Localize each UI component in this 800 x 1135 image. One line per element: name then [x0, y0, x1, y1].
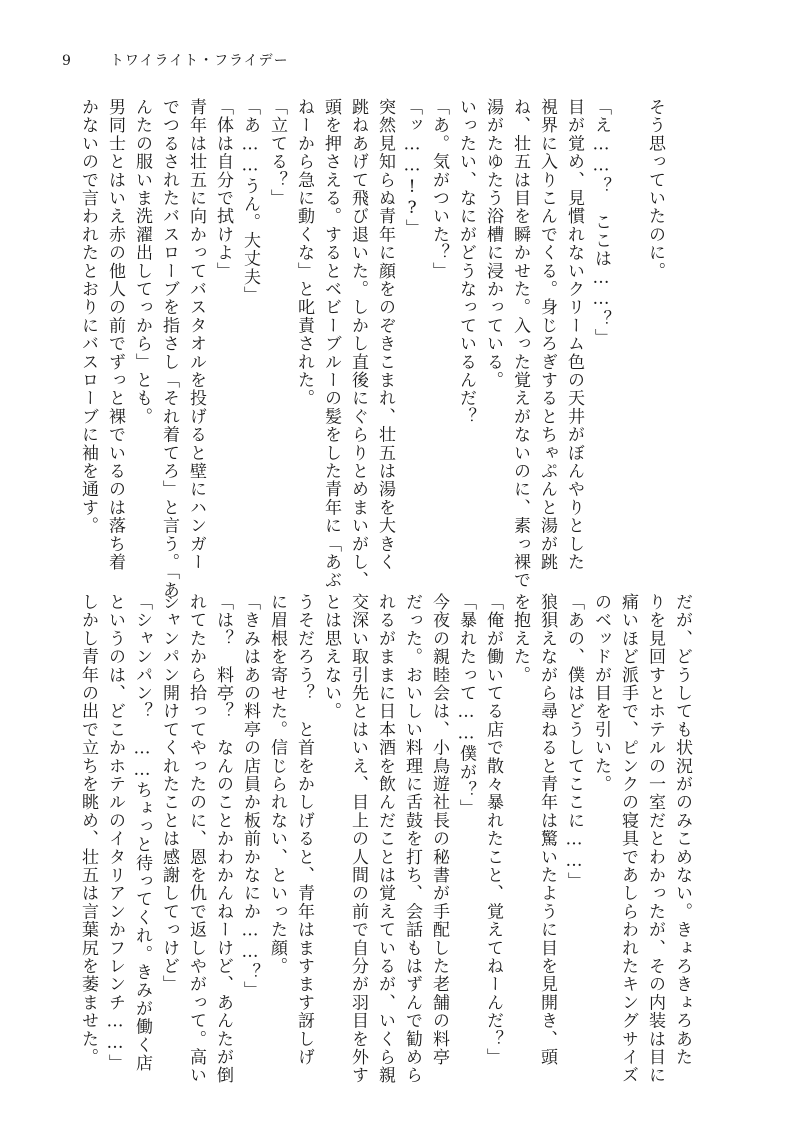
text-line: んたの服いま洗濯出してっから」とも。	[132, 98, 152, 426]
text-line: りを見回すとホテルの一室だとわかったが、その内装は目に	[645, 593, 665, 1085]
text-line: 「あ。気がついた？」	[429, 98, 449, 280]
text-line: しかし青年の出で立ちを眺め、壮五は言葉尻を萎ませた。	[78, 593, 98, 1067]
text-line: ねーから急に動くな」と叱責された。	[294, 98, 314, 408]
text-line: 突然見知らぬ青年に顔をのぞきこまれ、壮五は湯を大きく	[375, 98, 395, 572]
text-line: だった。おいしい料理に舌鼓を打ち、会話もはずんで勧めら	[402, 593, 422, 1085]
text-line: でつるされたバスローブを指さし「それ着てろ」と言う。「あ	[159, 98, 179, 600]
text-line: いったい、なにがどうなっているんだ？	[456, 98, 476, 426]
text-line: かないので言われたとおりにバスローブに袖を通す。	[78, 98, 98, 535]
text-line: 「シャンパン？ ……ちょっと待ってくれ。きみが働く店	[132, 593, 152, 1073]
text-line: 「立てる？」	[267, 98, 287, 208]
text-line: に眉根を寄せた。信じられない、といった顔。	[267, 593, 287, 976]
text-line: 今夜の親睦会は、小鳥遊社長の秘書が手配した老舗の料亭	[429, 593, 449, 1067]
text-line: 「俺が働いてる店で散々暴れたこと、覚えてねーんだ？」	[483, 593, 503, 1067]
text-line: れてたから拾ってやったのに、恩を仇で返しやがって。高い	[186, 593, 206, 1085]
text-line: そう思っていたのに。	[645, 98, 665, 280]
text-line: 痛いほど派手で、ピンクの寝具であしらわれたキングサイズ	[618, 593, 638, 1085]
book-title: トワイライト・フライデー	[109, 53, 289, 69]
text-line: だが、どうしても状況がのみこめない。きょろきょろあた	[672, 593, 692, 1067]
text-line: 湯がたゆたう浴槽に浸かっている。	[483, 98, 503, 390]
text-line: れるがままに日本酒を飲んだことは覚えているが、いくら親	[375, 593, 395, 1085]
page-number: 9	[62, 53, 72, 69]
text-line: とは思えない。	[321, 593, 341, 721]
text-line: 目が覚め、見慣れないクリーム色の天井がぼんやりとした	[564, 98, 584, 572]
text-line: 「体は自分で拭けよ」	[213, 98, 233, 280]
text-line: 青年は壮五に向かってバスタオルを投げると壁にハンガー	[186, 98, 206, 572]
text-line: 男同士とはいえ赤の他人の前でずっと裸でいるのは落ち着	[105, 98, 125, 572]
text-line: 「ッ……!?」	[402, 98, 422, 238]
text-line: 「あ……うん。大丈夫」	[240, 98, 260, 305]
text-line: のベッドが目を引いた。	[591, 593, 611, 794]
text-line: 「え……？ ここは……？」	[591, 98, 611, 347]
running-header	[62, 50, 289, 70]
text-line: 跳ねあげて飛び退いた。しかし直後にぐらりとめまいがし、	[348, 98, 368, 590]
text-line: 視界に入りこんでくる。身じろぎするとちゃぷんと湯が跳	[537, 98, 557, 572]
text-line: 交深い取引先とはいえ、目上の人間の前で自分が羽目を外す	[348, 593, 368, 1085]
text-line: 「あの、僕はどうしてここに……」	[564, 593, 584, 891]
text-line: というのは、どこかホテルのイタリアンかフレンチ……」	[105, 593, 125, 1073]
text-line: シャンパン開けてくれたことは感謝してっけど」	[159, 593, 179, 994]
text-line: 頭を押さえる。するとベビーブルーの髪をした青年に「あぶ	[321, 98, 341, 590]
text-line: 狼狽えながら尋ねると青年は驚いたように目を見開き、頭	[537, 593, 557, 1067]
text-line: 「は？ 料亭？ なんのことかわかんねーけど、あんたが倒	[213, 593, 233, 1085]
text-line: 「暴れたって……僕が？」	[456, 593, 476, 818]
text-line: 「きみはあの料亭の店員か板前かなにか……？」	[240, 593, 260, 1000]
text-line: ね、壮五は目を瞬かせた。入った覚えがないのに、素っ裸で	[510, 98, 530, 590]
text-line: を抱えた。	[510, 593, 530, 684]
text-line: うそだろう？ と首をかしげると、青年はますます訝しげ	[294, 593, 314, 1067]
